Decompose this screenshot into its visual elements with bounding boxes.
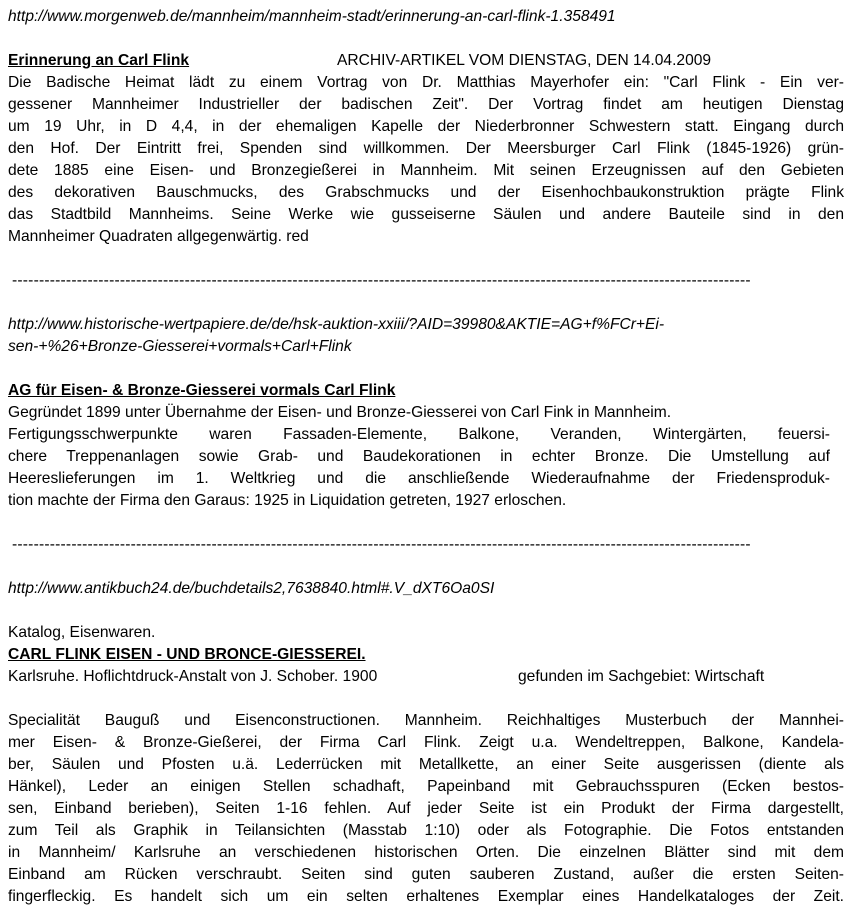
body-line: Die Badische Heimat lädt zu einem Vortrag von Dr. Matthias Mayerhofer ein: "Carl Flink - Ein ver- bbox=[8, 74, 844, 91]
body-line: Specialität Bauguß und Eisenconstructionen. Mannheim. Reichhaltiges Musterbuch der Mannhei- bbox=[8, 712, 844, 729]
body-line: chere Treppenanlagen sowie Grab- und Baudekorationen in echter Bronze. Die Umstellung auf bbox=[8, 448, 830, 465]
spacer bbox=[8, 688, 844, 710]
body-line: das Stadtbild Mannheims. Seine Werke wie gusseiserne Säulen und andere Bauteile sind in den bbox=[8, 206, 844, 223]
body-line: Fertigungsschwerpunkte waren Fassaden-Elemente, Balkone, Veranden, Wintergärten, feuersi- bbox=[8, 426, 830, 443]
body-line: ber, Säulen und Pfosten u.ä. Lederrücken mit Metallkette, an einer Seite ausgerissen (diente als bbox=[8, 756, 844, 773]
body-line: tion machte der Firma den Garaus: 1925 in Liquidation getreten, 1927 erloschen. bbox=[8, 492, 567, 509]
source-url-wertpapiere-line1[interactable]: http://www.historische-wertpapiere.de/de/hsk-auktion-xxiii/?AID=39980&AKTIE=AG+f%FCr+Ei- bbox=[8, 316, 665, 333]
body-line: zum Teil als Graphik in Teilansichten (Masstab 1:10) oder als Fotographie. Die Fotos entstanden bbox=[8, 822, 844, 839]
spacer bbox=[8, 512, 844, 534]
body-line: Heereslieferungen im 1. Weltkrieg und die anschließende Wiederaufnahme der Friedensproduk- bbox=[8, 470, 830, 487]
article-header-row bbox=[8, 50, 844, 72]
company-heading: AG für Eisen- & Bronze-Giesserei vormals Carl Flink bbox=[8, 382, 396, 399]
body-line: den Hof. Der Eintritt frei, Spenden sind willkommen. Der Meersburger Carl Flink (1845-1926) grün- bbox=[8, 140, 844, 157]
body-line: Hänkel), Leder an einigen Stellen schadhaft, Papeinband mit Gebrauchsspuren (Ecken bestos- bbox=[8, 778, 844, 795]
publisher-row bbox=[8, 666, 844, 688]
source-url-morgenweb[interactable]: http://www.morgenweb.de/mannheim/mannheim-stadt/erinnerung-an-carl-flink-1.358491 bbox=[8, 8, 616, 25]
source-url-wertpapiere-line2[interactable]: sen-+%26+Bronze-Giesserei+vormals+Carl+Flink bbox=[8, 338, 352, 355]
separator-line: ----------------------------------------------------------------------------------------------------------------------------------------- bbox=[12, 272, 751, 289]
article-heading: Erinnerung an Carl Flink bbox=[8, 52, 190, 69]
separator-line: ----------------------------------------------------------------------------------------------------------------------------------------- bbox=[12, 536, 751, 553]
body-line: gessener Mannheimer Industrieller der badischen Zeit". Der Vortrag findet am heutigen Dienstag bbox=[8, 96, 844, 113]
source-url-antikbuch[interactable]: http://www.antikbuch24.de/buchdetails2,7638840.html#.V_dXT6Oa0SI bbox=[8, 580, 495, 597]
catalog-heading: CARL FLINK EISEN - UND BRONCE-GIESSEREI. bbox=[8, 646, 366, 663]
spacer bbox=[8, 248, 844, 270]
spacer bbox=[8, 600, 844, 622]
body-line: fingerfleckig. Es handelt sich um ein selten erhaltenes Exemplar eines Handelkataloges der Zeit. bbox=[8, 888, 844, 905]
body-line: um 19 Uhr, in D 4,4, in der ehemaligen Kapelle der Niederbronner Schwestern statt. Eingang durch bbox=[8, 118, 844, 135]
category-info: gefunden im Sachgebiet: Wirtschaft bbox=[518, 668, 765, 685]
body-line: dete 1885 eine Eisen- und Bronzegießerei in Mannheim. Mit seinen Erzeugnissen auf den Gebieten bbox=[8, 162, 844, 179]
spacer bbox=[8, 28, 844, 50]
publisher-info: Karlsruhe. Hoflichtdruck-Anstalt von J. Schober. 1900 bbox=[8, 668, 378, 685]
spacer bbox=[8, 292, 844, 314]
catalog-label: Katalog, Eisenwaren. bbox=[8, 624, 156, 641]
body-line: mer Eisen- & Bronze-Gießerei, der Firma Carl Flink. Zeigt u.a. Wendeltreppen, Balkone, Kandela- bbox=[8, 734, 844, 751]
body-line: sen, Einband berieben), Seiten 1-16 fehlen. Auf jeder Seite ist ein Produkt der Firma dargestellt, bbox=[8, 800, 844, 817]
body-line: Gegründet 1899 unter Übernahme der Eisen- und Bronze-Giesserei von Carl Fink in Mannheim. bbox=[8, 404, 672, 421]
body-line: Mannheimer Quadraten allgegenwärtig. red bbox=[8, 228, 309, 245]
document-page bbox=[8, 6, 844, 908]
archive-note: ARCHIV-ARTIKEL VOM DIENSTAG, DEN 14.04.2009 bbox=[337, 52, 712, 69]
body-line: des dekorativen Bauschmucks, des Grabschmucks und der Eisenhochbaukonstruktion prägte Flink bbox=[8, 184, 844, 201]
body-line: in Mannheim/ Karlsruhe an verschiedenen historischen Orten. Die einzelnen Blätter sind mit dem bbox=[8, 844, 844, 861]
spacer bbox=[8, 358, 844, 380]
body-line: Einband am Rücken verschraubt. Seiten sind guten sauberen Zustand, außer die ersten Seiten- bbox=[8, 866, 844, 883]
spacer bbox=[8, 556, 844, 578]
